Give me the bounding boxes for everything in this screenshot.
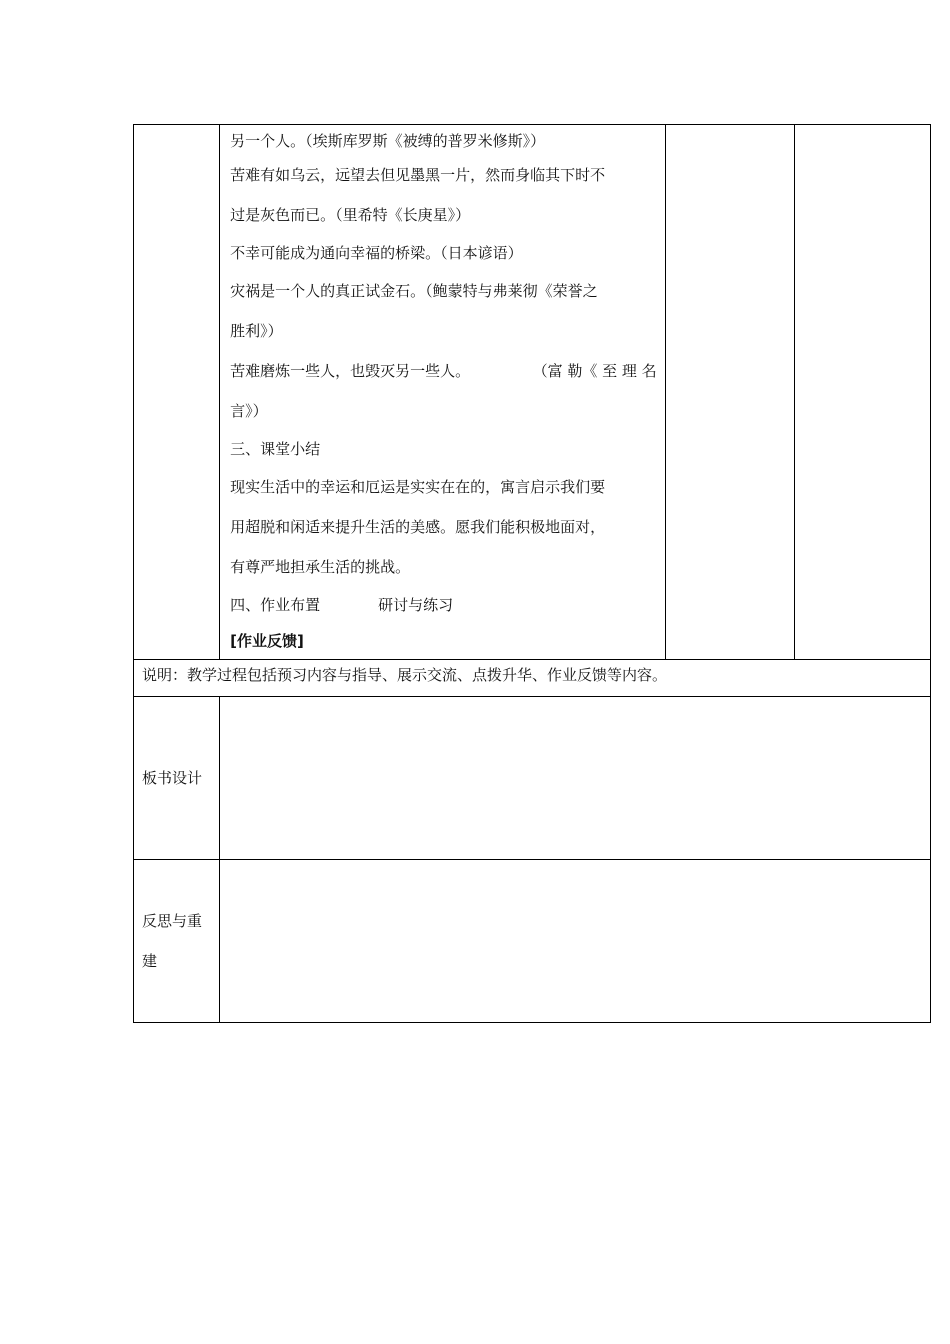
quote-line: 苦难有如乌云，远望去但见墨黑一片，然而身临其下时不 xyxy=(230,166,606,184)
board-design-label: 板书设计 xyxy=(134,697,220,860)
quote-line: 胜利》） xyxy=(230,322,283,340)
summary-line: 用超脱和闲适来提升生活的美感。愿我们能积极地面对， xyxy=(230,518,606,536)
section-heading-summary: 三、课堂小结 xyxy=(230,440,321,458)
homework-feedback-heading: [作业反馈] xyxy=(230,632,304,650)
quote-text: 苦难磨炼一些人，也毁灭另一些人。 xyxy=(230,362,471,380)
lesson-content-row xyxy=(134,125,931,660)
blank-cell-4 xyxy=(794,125,930,660)
homework-line xyxy=(230,587,657,623)
lesson-plan-table xyxy=(133,124,931,1023)
homework-item: 研讨与练习 xyxy=(378,596,454,614)
quote-line: 不幸可能成为通向幸福的桥梁。（日本谚语） xyxy=(230,244,523,262)
quote-line: 灾祸是一个人的真正试金石。（鲍蒙特与弗莱彻《荣誉之 xyxy=(230,282,598,300)
quote-source: （富 勒《 至 理 名 xyxy=(532,362,657,380)
reflection-content xyxy=(220,860,931,1023)
section-heading-homework: 四、作业布置 xyxy=(230,596,321,614)
reflection-label-line1: 反思与重 xyxy=(142,912,203,930)
lesson-content-cell xyxy=(220,125,666,660)
quote-line: 言》） xyxy=(230,402,268,420)
summary-line: 现实生活中的幸运和厄运是实实在在的，寓言启示我们要 xyxy=(230,478,606,496)
reflection-row xyxy=(134,860,931,1023)
board-design-row xyxy=(134,697,931,860)
quote-line: 过是灰色而已。（里希特《长庚星》） xyxy=(230,206,471,224)
quote-line: 另一个人。（埃斯库罗斯《被缚的普罗米修斯》） xyxy=(230,132,546,150)
summary-line: 有尊严地担承生活的挑战。 xyxy=(230,558,411,576)
reflection-label-line2: 建 xyxy=(142,952,158,970)
note-cell: 说明：教学过程包括预习内容与指导、展示交流、点拨升华、作业反馈等内容。 xyxy=(134,660,931,697)
blank-cell-3 xyxy=(665,125,794,660)
reflection-label xyxy=(134,860,220,1023)
left-blank-cell xyxy=(134,125,220,660)
note-row xyxy=(134,660,931,697)
quote-line xyxy=(230,351,657,391)
board-design-content xyxy=(220,697,931,860)
